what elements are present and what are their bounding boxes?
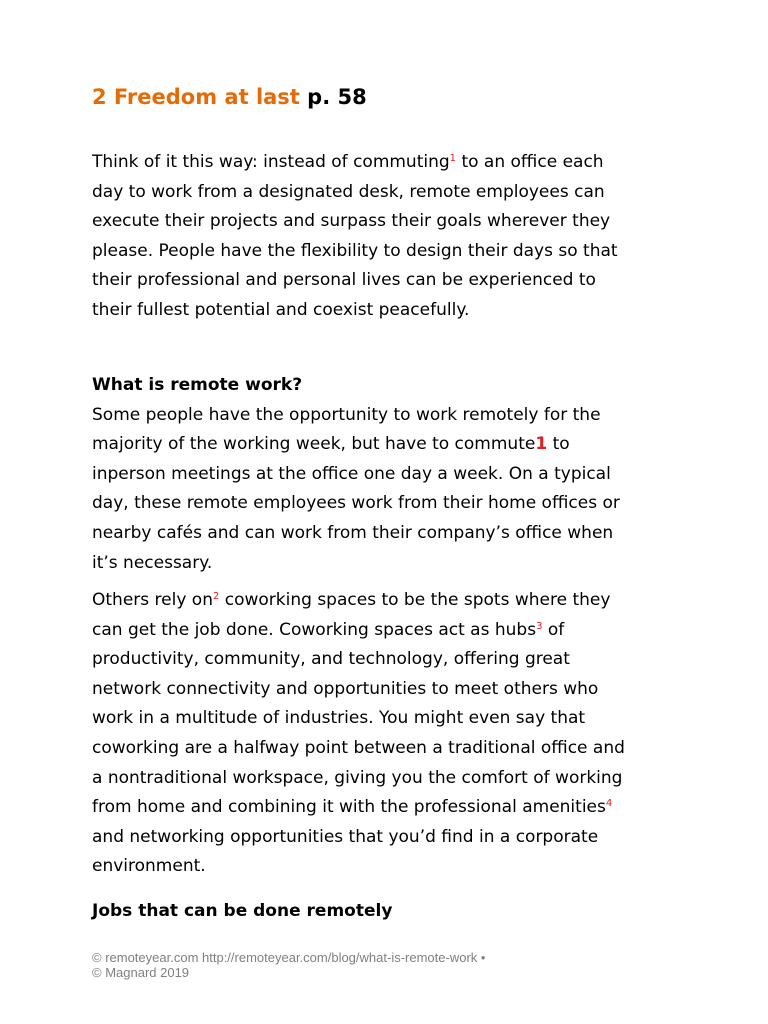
chapter-title: 2 Freedom at last	[92, 85, 300, 109]
remote-work-paragraph	[92, 401, 632, 579]
intro-section	[92, 148, 632, 326]
remote-work-section	[92, 371, 632, 578]
coworking-text-1: Others rely on	[92, 590, 213, 610]
page-footer	[92, 950, 485, 980]
footnote-marker-1[interactable]: 1	[449, 153, 457, 164]
intro-text-start: Think of it this way: instead of commuting	[92, 152, 450, 172]
section-heading-jobs: Jobs that can be done remotely	[92, 901, 393, 921]
section-heading-remote-work: What is remote work?	[92, 375, 303, 395]
footnote-marker-4[interactable]: 4	[605, 798, 613, 810]
coworking-text-2: coworking spaces to be the spots where they can get the job done. Coworking spaces act as hubs	[92, 590, 611, 640]
footer-source-line: © remoteyear.com http://remoteyear.com/blog/what-is-remote-work •	[92, 950, 486, 965]
page-title	[92, 82, 367, 112]
footer-copyright-line: © Magnard 2019	[92, 965, 190, 980]
footnote-marker-3[interactable]: 3	[536, 620, 543, 632]
coworking-section	[92, 586, 632, 882]
coworking-text-3: of productivity, community, and technology, offering great network connectivity and opportunities to meet others who work in a multitude of industries. You might even say that coworking are a halfway point between a traditional office and a nontraditional workspace, giving you the comfort of working from home and combining it with the professional amenities	[92, 619, 625, 818]
remote-text-end: to inperson meetings at the office one day a week. On a typical day, these remote employees work from their home offices or nearby cafés and can work from their company’s office when it’s necessary.	[92, 434, 620, 573]
coworking-text-4: and networking opportunities that you’d find in a corporate environment.	[92, 826, 599, 877]
intro-text-end: to an office each day to work from a designated desk, remote employees can execute their projects and surpass their goals wherever they please. People have the flexibility to design their days so that their professional and personal lives can be experienced to their fullest potential and coexist peacefully.	[92, 152, 618, 320]
coworking-paragraph	[92, 586, 632, 882]
footnote-marker-1-inline[interactable]: 1	[535, 434, 548, 455]
intro-paragraph	[92, 148, 632, 326]
jobs-section	[92, 897, 632, 927]
remote-text-start: Some people have the opportunity to work remotely for the majority of the working week, but have to commute	[92, 404, 601, 455]
page-reference: p. 58	[307, 85, 367, 109]
footnote-marker-2[interactable]: 2	[212, 591, 220, 602]
